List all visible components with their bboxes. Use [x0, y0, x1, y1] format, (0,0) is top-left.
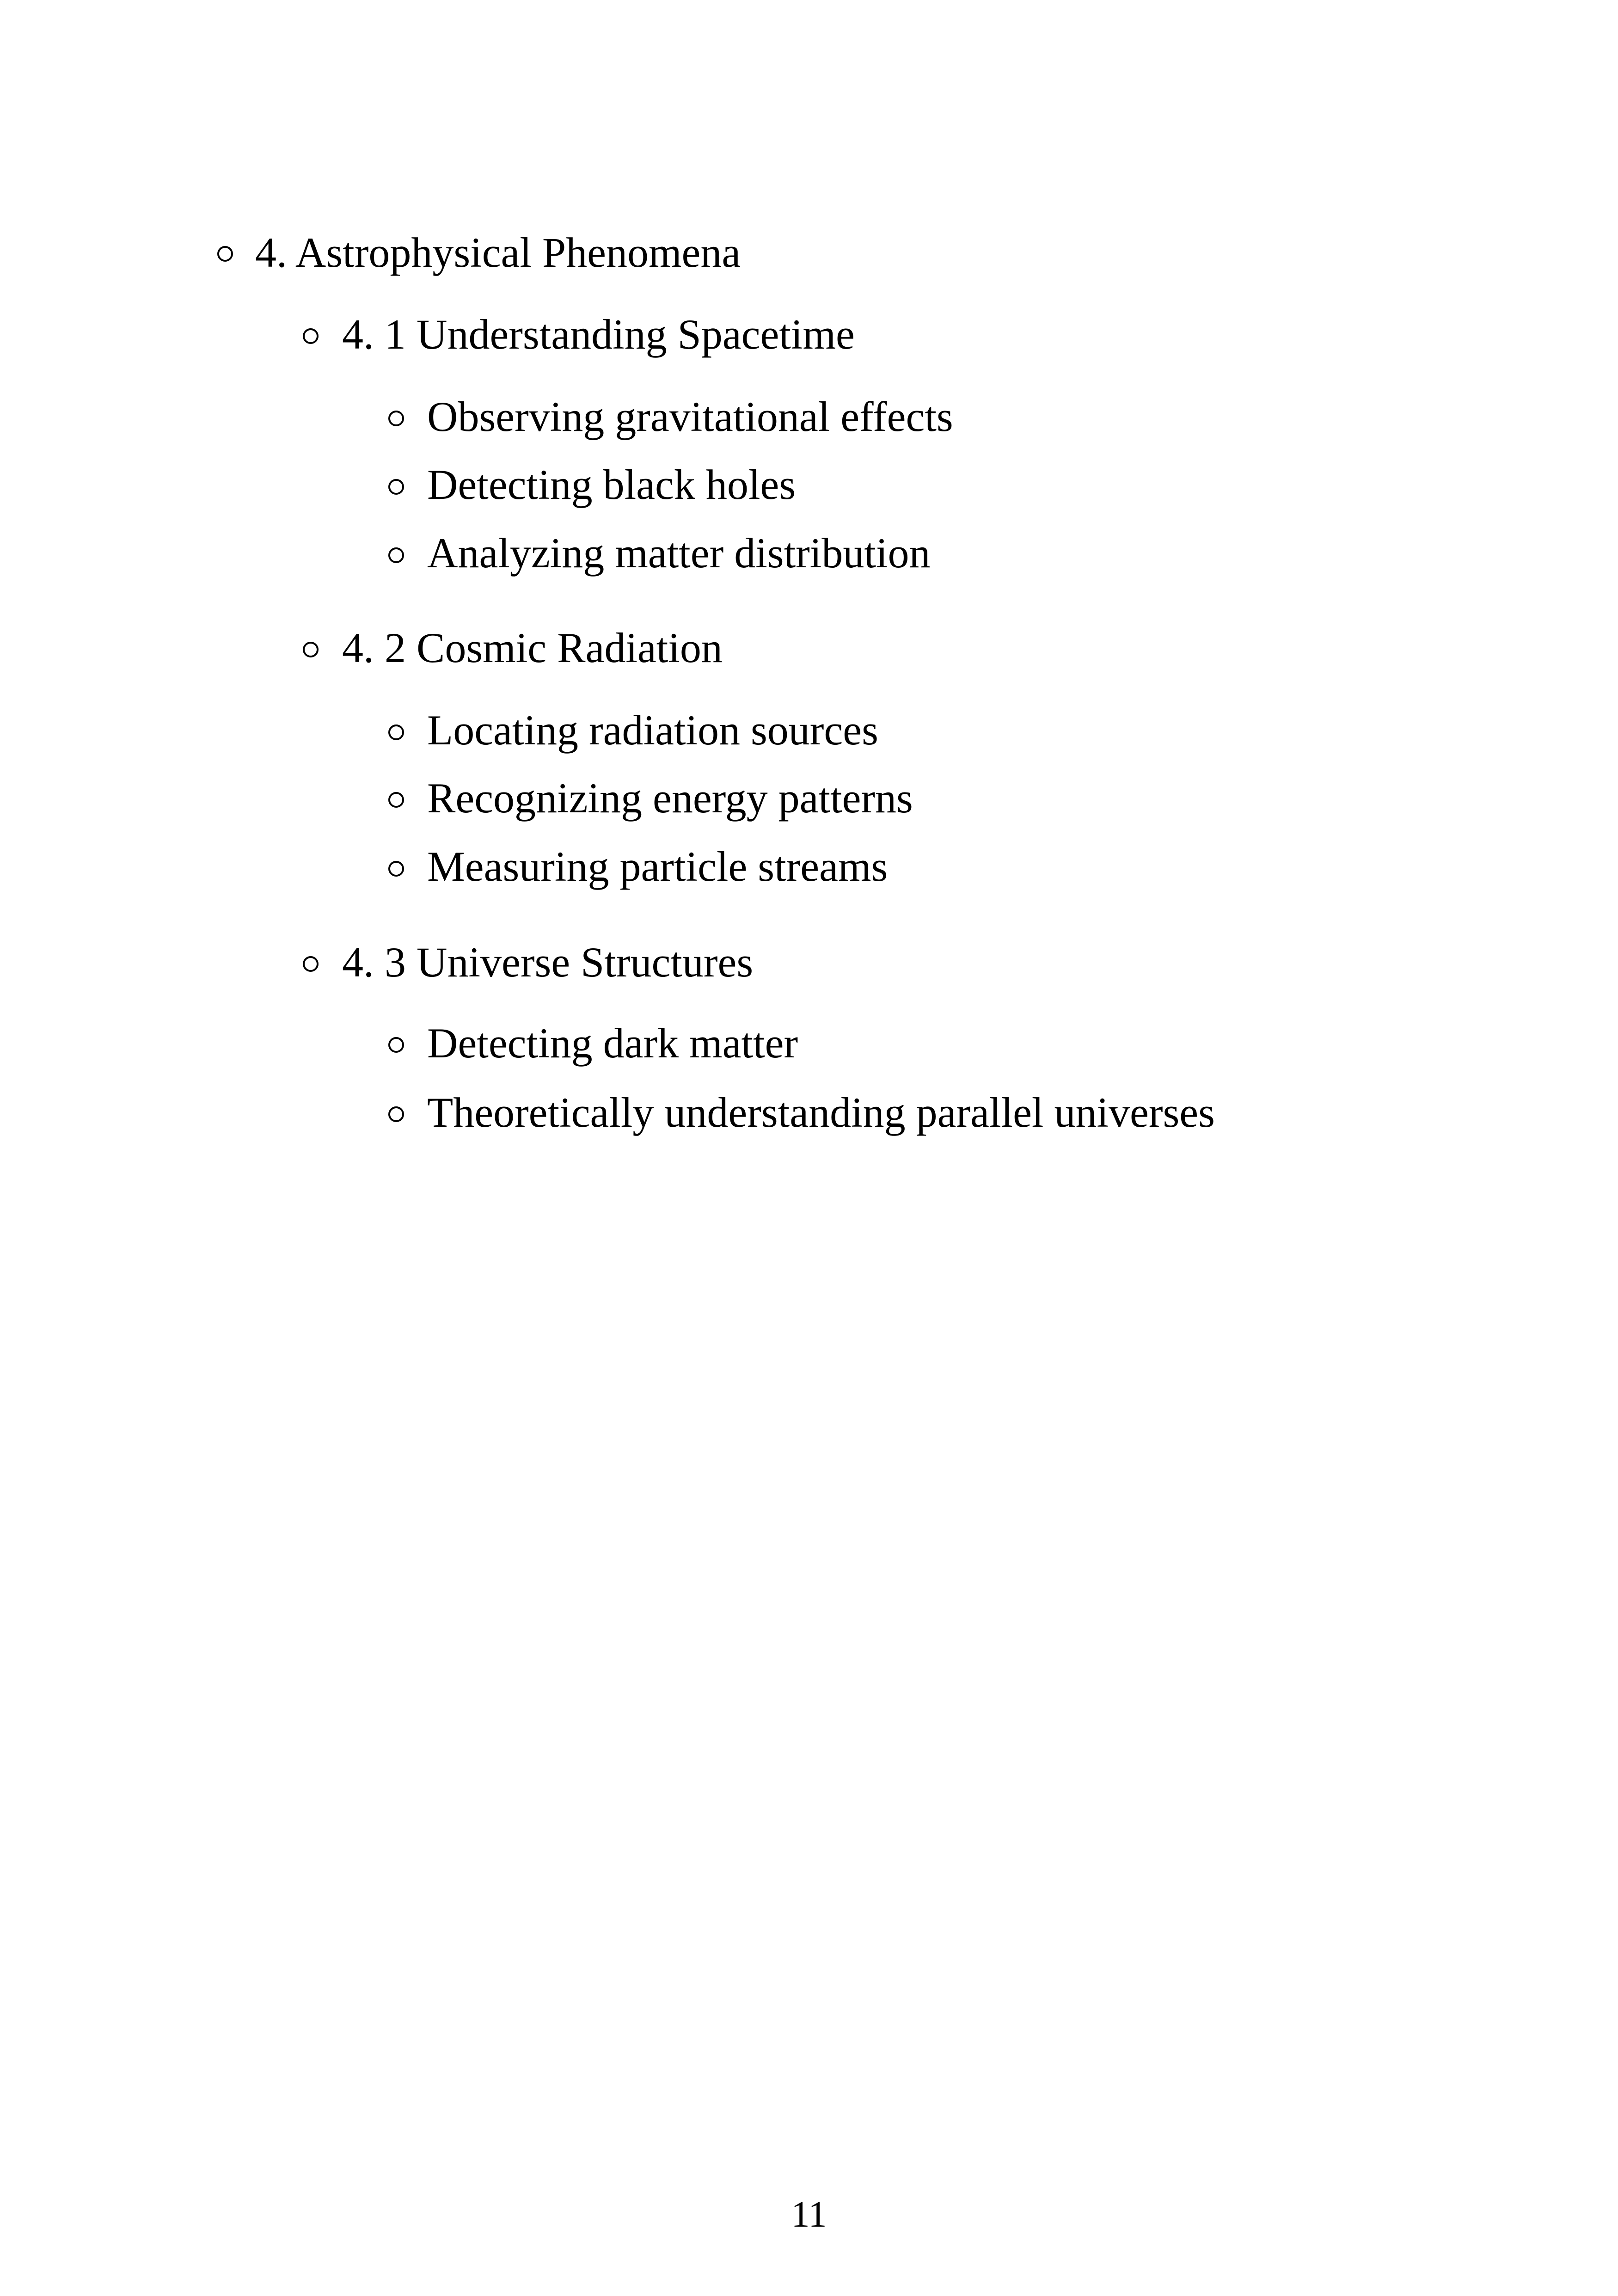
list-item: Recognizing energy patterns: [427, 774, 913, 822]
list-item: Theoretically understanding parallel universes: [427, 1089, 1215, 1136]
circle-bullet-icon: [388, 547, 404, 563]
circle-bullet-icon: [303, 956, 319, 972]
list-item: Observing gravitational effects: [427, 393, 953, 440]
subsection-heading: 4. 2 Cosmic Radiation: [342, 624, 723, 671]
circle-bullet-icon: [388, 861, 404, 877]
list-item: Detecting black holes: [427, 461, 796, 508]
circle-bullet-icon: [388, 411, 404, 426]
list-item: Detecting dark matter: [427, 1019, 798, 1067]
circle-bullet-icon: [303, 328, 319, 344]
list-item: Locating radiation sources: [427, 706, 878, 754]
page-number: 11: [791, 2194, 827, 2235]
circle-bullet-icon: [303, 642, 319, 657]
list-item: Analyzing matter distribution: [427, 529, 931, 577]
circle-bullet-icon: [217, 246, 233, 262]
circle-bullet-icon: [388, 1106, 404, 1122]
list-item: Measuring particle streams: [427, 843, 888, 890]
subsection-heading: 4. 1 Understanding Spacetime: [342, 311, 855, 358]
circle-bullet-icon: [388, 479, 404, 495]
circle-bullet-icon: [388, 1037, 404, 1053]
circle-bullet-icon: [388, 724, 404, 740]
section-heading: 4. Astrophysical Phenomena: [255, 229, 741, 276]
circle-bullet-icon: [388, 792, 404, 808]
subsection-heading: 4. 3 Universe Structures: [342, 939, 754, 986]
